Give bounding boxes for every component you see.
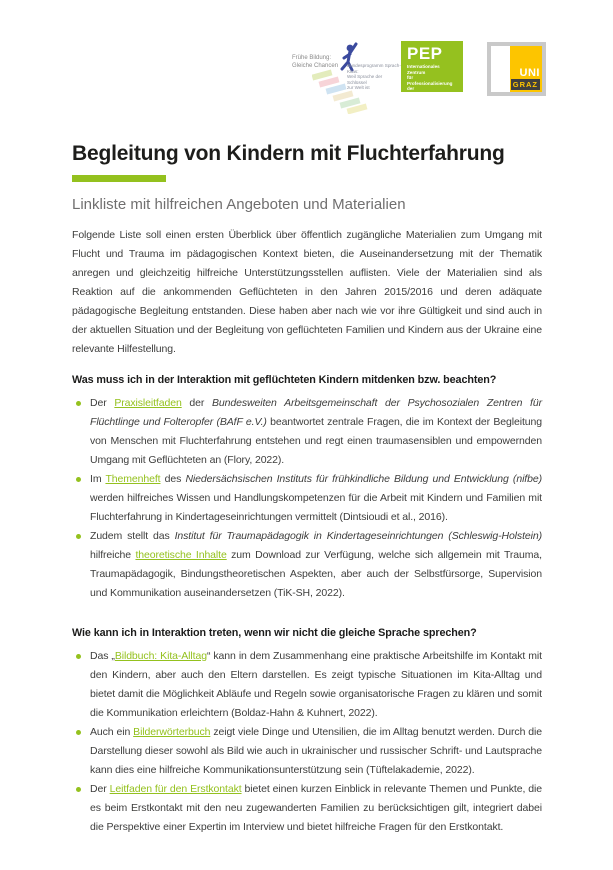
pep-subtitle-line2: für Professionalisierung <box>407 75 453 86</box>
text-segment: bietet einen kurzen Einblick in relevante Themen und Punkte, die es beim Erstkontakt mit den neu zugewanderten Familien zu berücksichtigen gilt, integriert dabei die Perspektive einer Expertin im Interview und bietet hilfreiche Fragen für den Erstkontakt. <box>90 783 542 833</box>
bullet-dot-icon <box>76 534 81 539</box>
accent-bar <box>72 175 166 182</box>
inline-link[interactable]: Themenheft <box>105 473 161 485</box>
sprachkitas-tagline-line2: Gleiche Chancen <box>292 62 339 69</box>
inline-link[interactable]: Praxisleitfaden <box>114 397 182 409</box>
unigraz-graz-text: GRAZ <box>512 80 538 89</box>
sprachkitas-program-line3: zur Welt ist <box>347 85 370 91</box>
text-segment: Der <box>90 397 115 409</box>
page-title: Begleitung von Kindern mit Fluchterfahrung <box>72 142 505 165</box>
list-item <box>72 723 542 780</box>
inline-link[interactable]: Bildbuch: Kita-Alltag <box>114 650 207 662</box>
text-segment: “ kann in dem Zusammenhang eine praktische Arbeitshilfe im Kontakt mit den Kindern, aber auch den Eltern darstellen. Es zeigt typische Situationen im Kita-Alltag und bietet damit die Möglichkeit Abläufe und Regeln sowie organisatorische Fragen zu klären und somit die Kommunikation erleichtern (Boldaz-Hahn & Kuhnert, 2022). <box>90 650 542 719</box>
sprachkitas-tagline-line1: Frühe Bildung: <box>292 55 332 61</box>
institution-name: Bundesweiten Arbeitsgemeinschaft der Psychosozialen Zentren für Flüchtlinge und Folteropfer (BAfF e.V.) <box>90 397 542 428</box>
text-segment: Das „ <box>90 650 115 662</box>
list-item <box>72 780 542 837</box>
link-list <box>72 647 542 837</box>
bullet-dot-icon <box>76 401 81 406</box>
list-item <box>72 647 542 723</box>
text-segment: Auch ein <box>90 726 134 738</box>
unigraz-logo <box>487 42 546 96</box>
section-heading: Was muss ich in der Interaktion mit geflüchteten Kindern mitdenken bzw. beachten? <box>72 374 497 386</box>
list-item <box>72 394 542 470</box>
text-segment: hilfreiche <box>90 549 136 561</box>
pep-underline-mark <box>407 101 420 103</box>
text-segment: zum Download zur Verfügung, welche sich allgemein mit Trauma, Traumapädagogik, Bindungstheoretischen Aspekten, aber auch der Selbstfürsorge, Supervision und Kommunikation auseinandersetzen (TiK-SH, 2022). <box>90 549 542 599</box>
intro-paragraph: Folgende Liste soll einen ersten Überblick über öffentlich zugängliche Materialien zum Umgang mit Flucht und Trauma im pädagogischen Kontext bieten, die Auseinandersetzung mit der Thematik anregen und gleichzeitig hilfreiche Unterstützungsstellen auflisten. Viele der Materialien sind als Reaktion auf die ankommenden Geflüchteten in den Jahren 2015/2016 und deren adäquate pädagogische Begleitung entstanden. Diese haben aber nach wie vor ihre Gültigkeit und sind auch in der aktuellen Situation und der Begleitung von geflüchteten Familien und Kindern aus der Ukraine eine relevante Hilfestellung. <box>72 229 542 355</box>
list-item <box>72 527 542 603</box>
link-list <box>72 394 542 603</box>
institution-name: Niedersächsischen Instituts für frühkindliche Bildung und Entwicklung (nifbe) <box>185 473 542 485</box>
section-language-barrier <box>72 627 542 837</box>
pep-logo <box>401 41 463 97</box>
pep-subtitle-line3: der Elementarpädagogik <box>407 86 453 97</box>
sprachkitas-program-text <box>347 63 401 91</box>
sprachkitas-program-line2: Weil Sprache der Schlüssel <box>347 74 383 85</box>
text-segment: der <box>181 397 212 409</box>
unigraz-yellow-field <box>510 46 542 92</box>
logo-header <box>0 0 613 118</box>
bullet-dot-icon <box>76 787 81 792</box>
bullet-dot-icon <box>76 730 81 735</box>
text-segment: beantwortet zentrale Fragen, die im Kontext der Begleitung von Menschen mit Fluchterfahrung entstehen und regt einen traumasensiblen und empowernden Umgang mit Geflüchteten an (Flory, 2022). <box>90 416 542 466</box>
inline-link[interactable]: Leitfaden für den Erstkontakt <box>109 783 242 795</box>
pep-subtitle-line1: Internationales Zentrum <box>407 64 440 75</box>
text-segment: des <box>160 473 186 485</box>
section-interaction-considerations <box>72 374 542 603</box>
section-heading: Wie kann ich in Interaktion treten, wenn wir nicht die gleiche Sprache sprechen? <box>72 627 477 639</box>
document-content <box>72 142 542 837</box>
list-item <box>72 470 542 527</box>
page-subtitle: Linkliste mit hilfreichen Angeboten und Materialien <box>72 196 406 213</box>
text-segment: Zudem stellt das <box>90 530 175 542</box>
text-segment: werden hilfreiches Wissen und Handlungskompetenzen für die Arbeit mit Kindern und Familien mit Fluchterfahrung in Kindertageseinrichtungen vermittelt (Dintsioudi et al., 2016). <box>90 492 542 523</box>
institution-name: Institut für Traumapädagogik in Kindertageseinrichtungen (Schleswig-Holstein) <box>174 530 542 542</box>
inline-link[interactable]: theoretische Inhalte <box>135 549 227 561</box>
unigraz-uni-text: UNI <box>519 67 540 79</box>
text-segment: zeigt viele Dinge und Utensilien, die im Alltag benutzt werden. Durch die Darstellung dieser sowohl als Bild wie auch in ukrainischer und russischer Schrift- und Lautsprache kann dies eine hilfreiche Kommunikationsunterstützung sein (Tüftelakademie, 2022). <box>90 726 542 776</box>
pep-subtitle <box>407 64 457 98</box>
text-segment: Im <box>90 473 106 485</box>
text-segment: Der <box>90 783 110 795</box>
pep-acronym: PEP <box>407 44 443 63</box>
inline-link[interactable]: Bilderwörterbuch <box>133 726 211 738</box>
bullet-dot-icon <box>76 654 81 659</box>
bullet-dot-icon <box>76 477 81 482</box>
sprachkitas-program-line1: Bundesprogramm Sprach-Kitas: <box>347 63 401 74</box>
sprachkitas-logo <box>292 42 400 114</box>
